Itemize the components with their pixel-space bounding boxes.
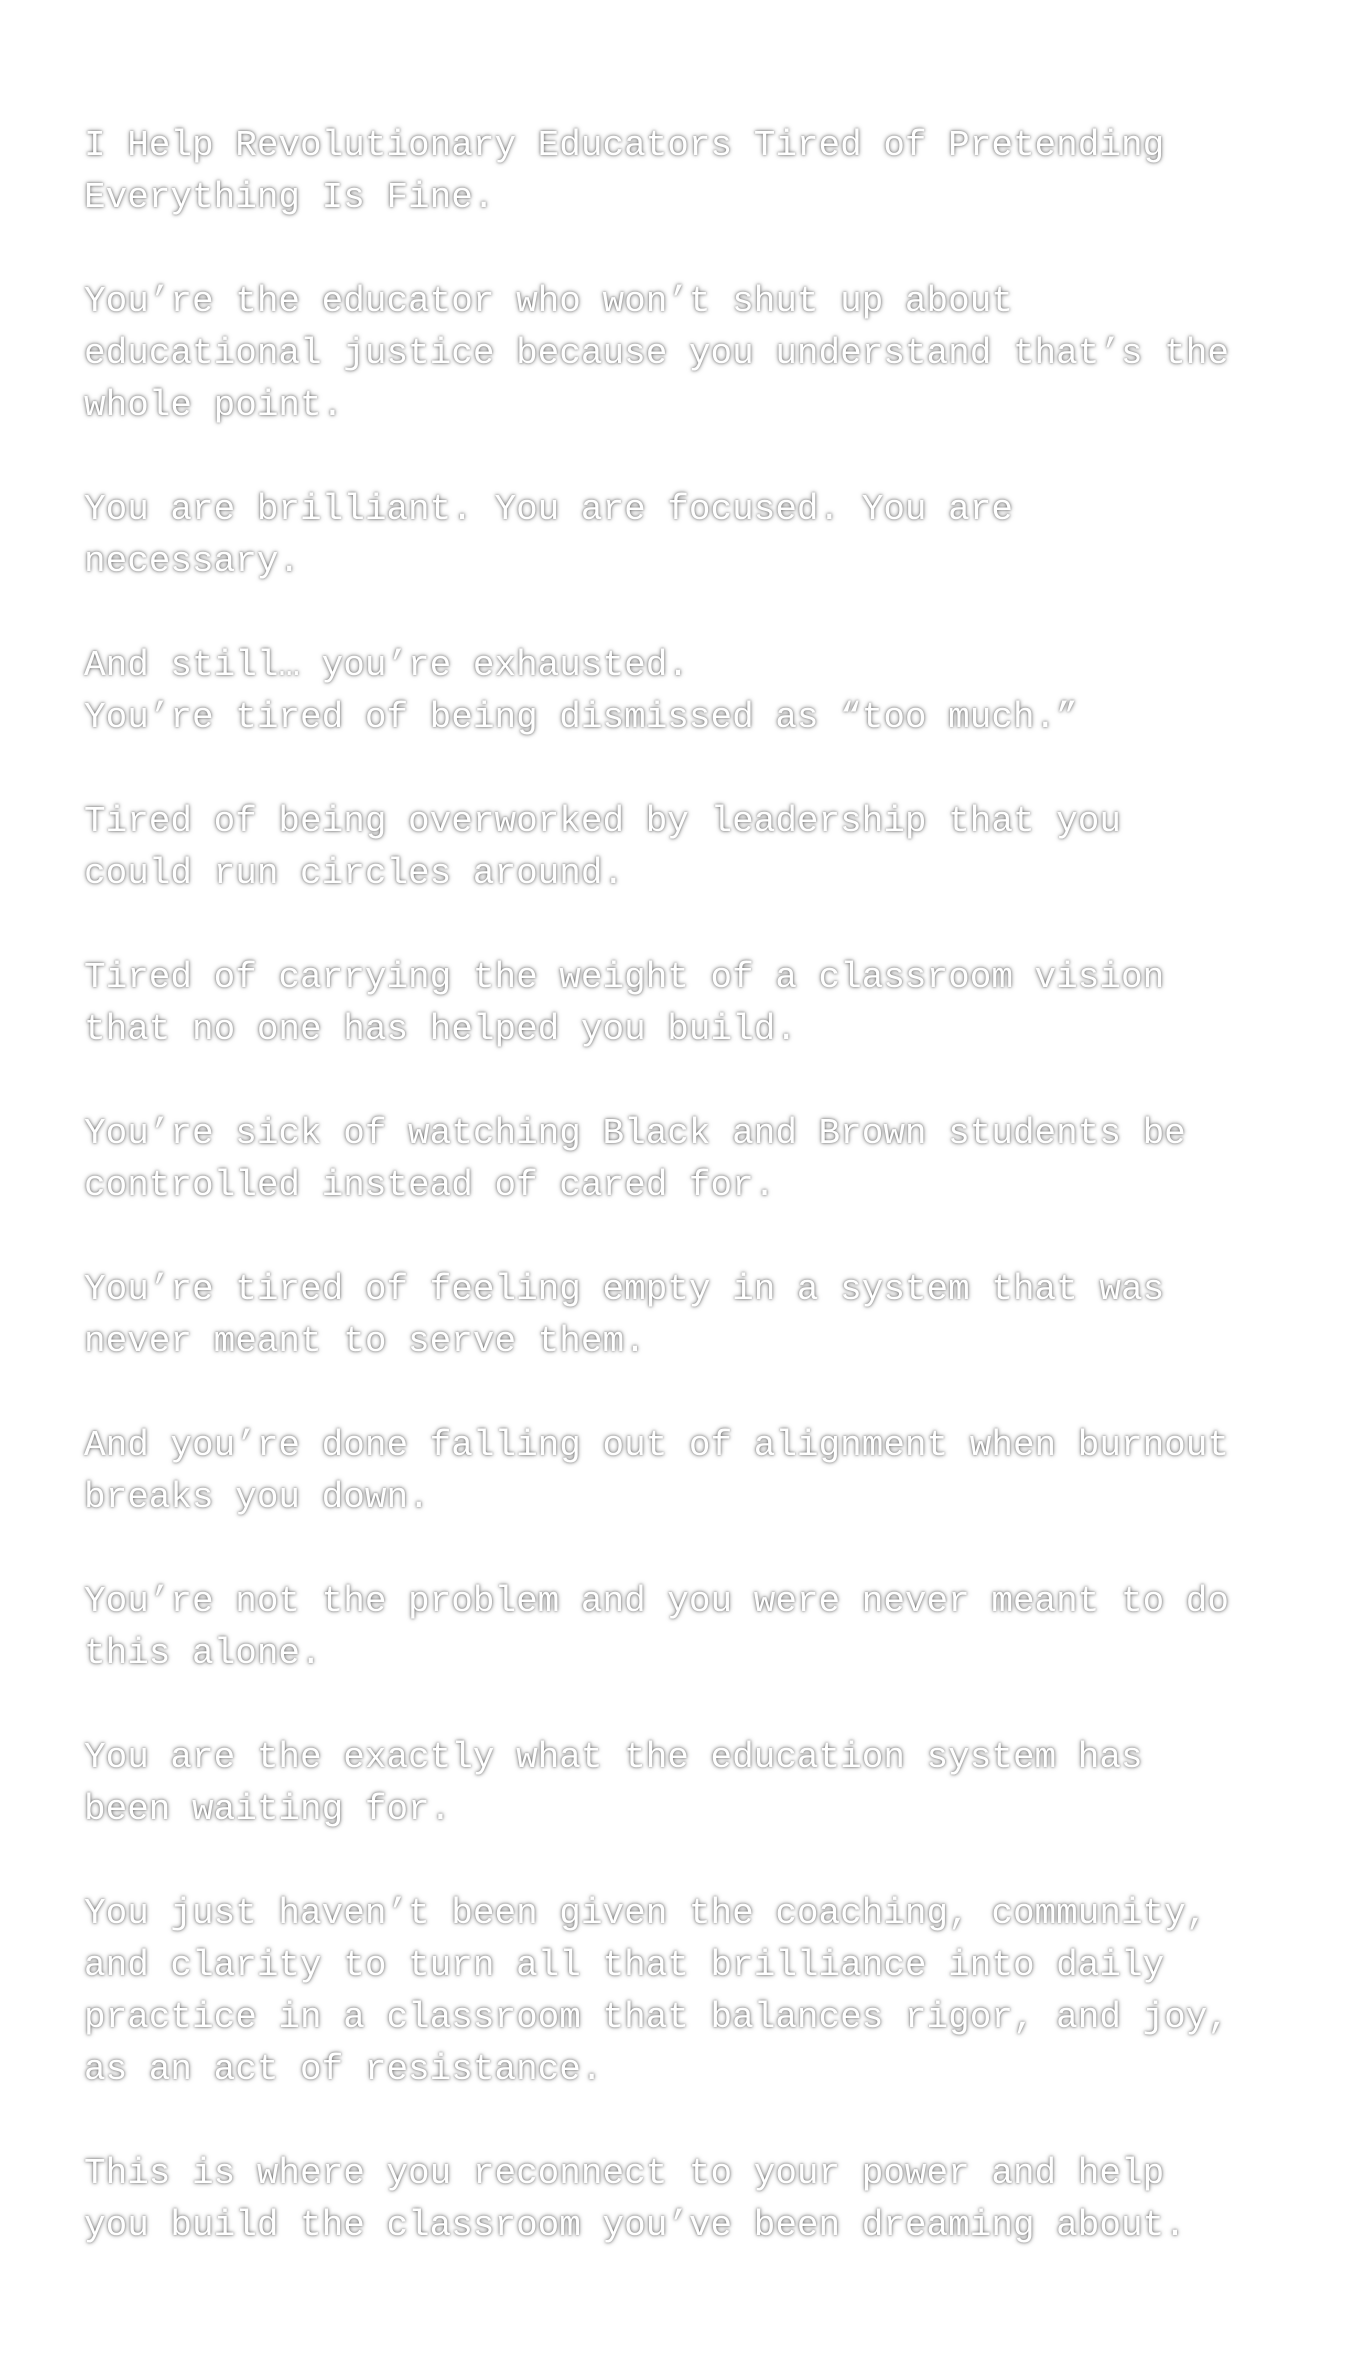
text-line: could run circles around. <box>84 853 625 894</box>
body-paragraph <box>84 1420 1284 1524</box>
body-paragraph <box>84 1732 1284 1836</box>
text-line: never meant to serve them. <box>84 1321 646 1362</box>
body-paragraph <box>84 1576 1284 1680</box>
text-line: as an act of resistance. <box>84 2049 603 2090</box>
text-line: been waiting for. <box>84 1789 452 1830</box>
body-paragraph <box>84 640 1284 744</box>
body-paragraph <box>84 952 1284 1056</box>
text-line: You’re not the problem and you were never meant to do <box>84 1581 1229 1622</box>
text-line: You’re the educator who won’t shut up about <box>84 281 1013 322</box>
body-paragraph <box>84 796 1284 900</box>
text-line: This is where you reconnect to your power and help <box>84 2153 1165 2194</box>
text-line: Tired of carrying the weight of a classroom vision <box>84 957 1165 998</box>
body-paragraph <box>84 1264 1284 1368</box>
text-line: controlled instead of cared for. <box>84 1165 776 1206</box>
text-line: educational justice because you understand that’s the <box>84 333 1229 374</box>
copy-block <box>84 120 1284 2304</box>
text-line: You just haven’t been given the coaching, community, <box>84 1893 1208 1934</box>
text-line: Tired of being overworked by leadership that you <box>84 801 1121 842</box>
text-line: whole point. <box>84 385 344 426</box>
body-paragraph <box>84 1888 1284 2096</box>
text-line: You are brilliant. You are focused. You are <box>84 489 1013 530</box>
body-paragraph <box>84 2148 1284 2252</box>
body-paragraph <box>84 1108 1284 1212</box>
text-line: You’re sick of watching Black and Brown students be <box>84 1113 1186 1154</box>
text-line: breaks you down. <box>84 1477 430 1518</box>
body-paragraph <box>84 484 1284 588</box>
text-line: that no one has helped you build. <box>84 1009 797 1050</box>
text-line: this alone. <box>84 1633 322 1674</box>
text-line: You’re tired of being dismissed as “too much.” <box>84 697 1078 738</box>
text-line: You are the exactly what the education system has <box>84 1737 1143 1778</box>
text-line: you build the classroom you’ve been dreaming about. <box>84 2205 1186 2246</box>
text-line: And you’re done falling out of alignment when burnout <box>84 1425 1229 1466</box>
body-paragraph <box>84 276 1284 432</box>
text-line: necessary. <box>84 541 301 582</box>
text-line: You’re tired of feeling empty in a system that was <box>84 1269 1165 1310</box>
text-line: practice in a classroom that balances rigor, and joy, <box>84 1997 1229 2038</box>
headline-paragraph <box>84 120 1284 224</box>
text-line: and clarity to turn all that brilliance into daily <box>84 1945 1165 1986</box>
text-line: And still… you’re exhausted. <box>84 645 689 686</box>
text-line: Everything Is Fine. <box>84 177 495 218</box>
text-line: I Help Revolutionary Educators Tired of Pretending <box>84 125 1165 166</box>
